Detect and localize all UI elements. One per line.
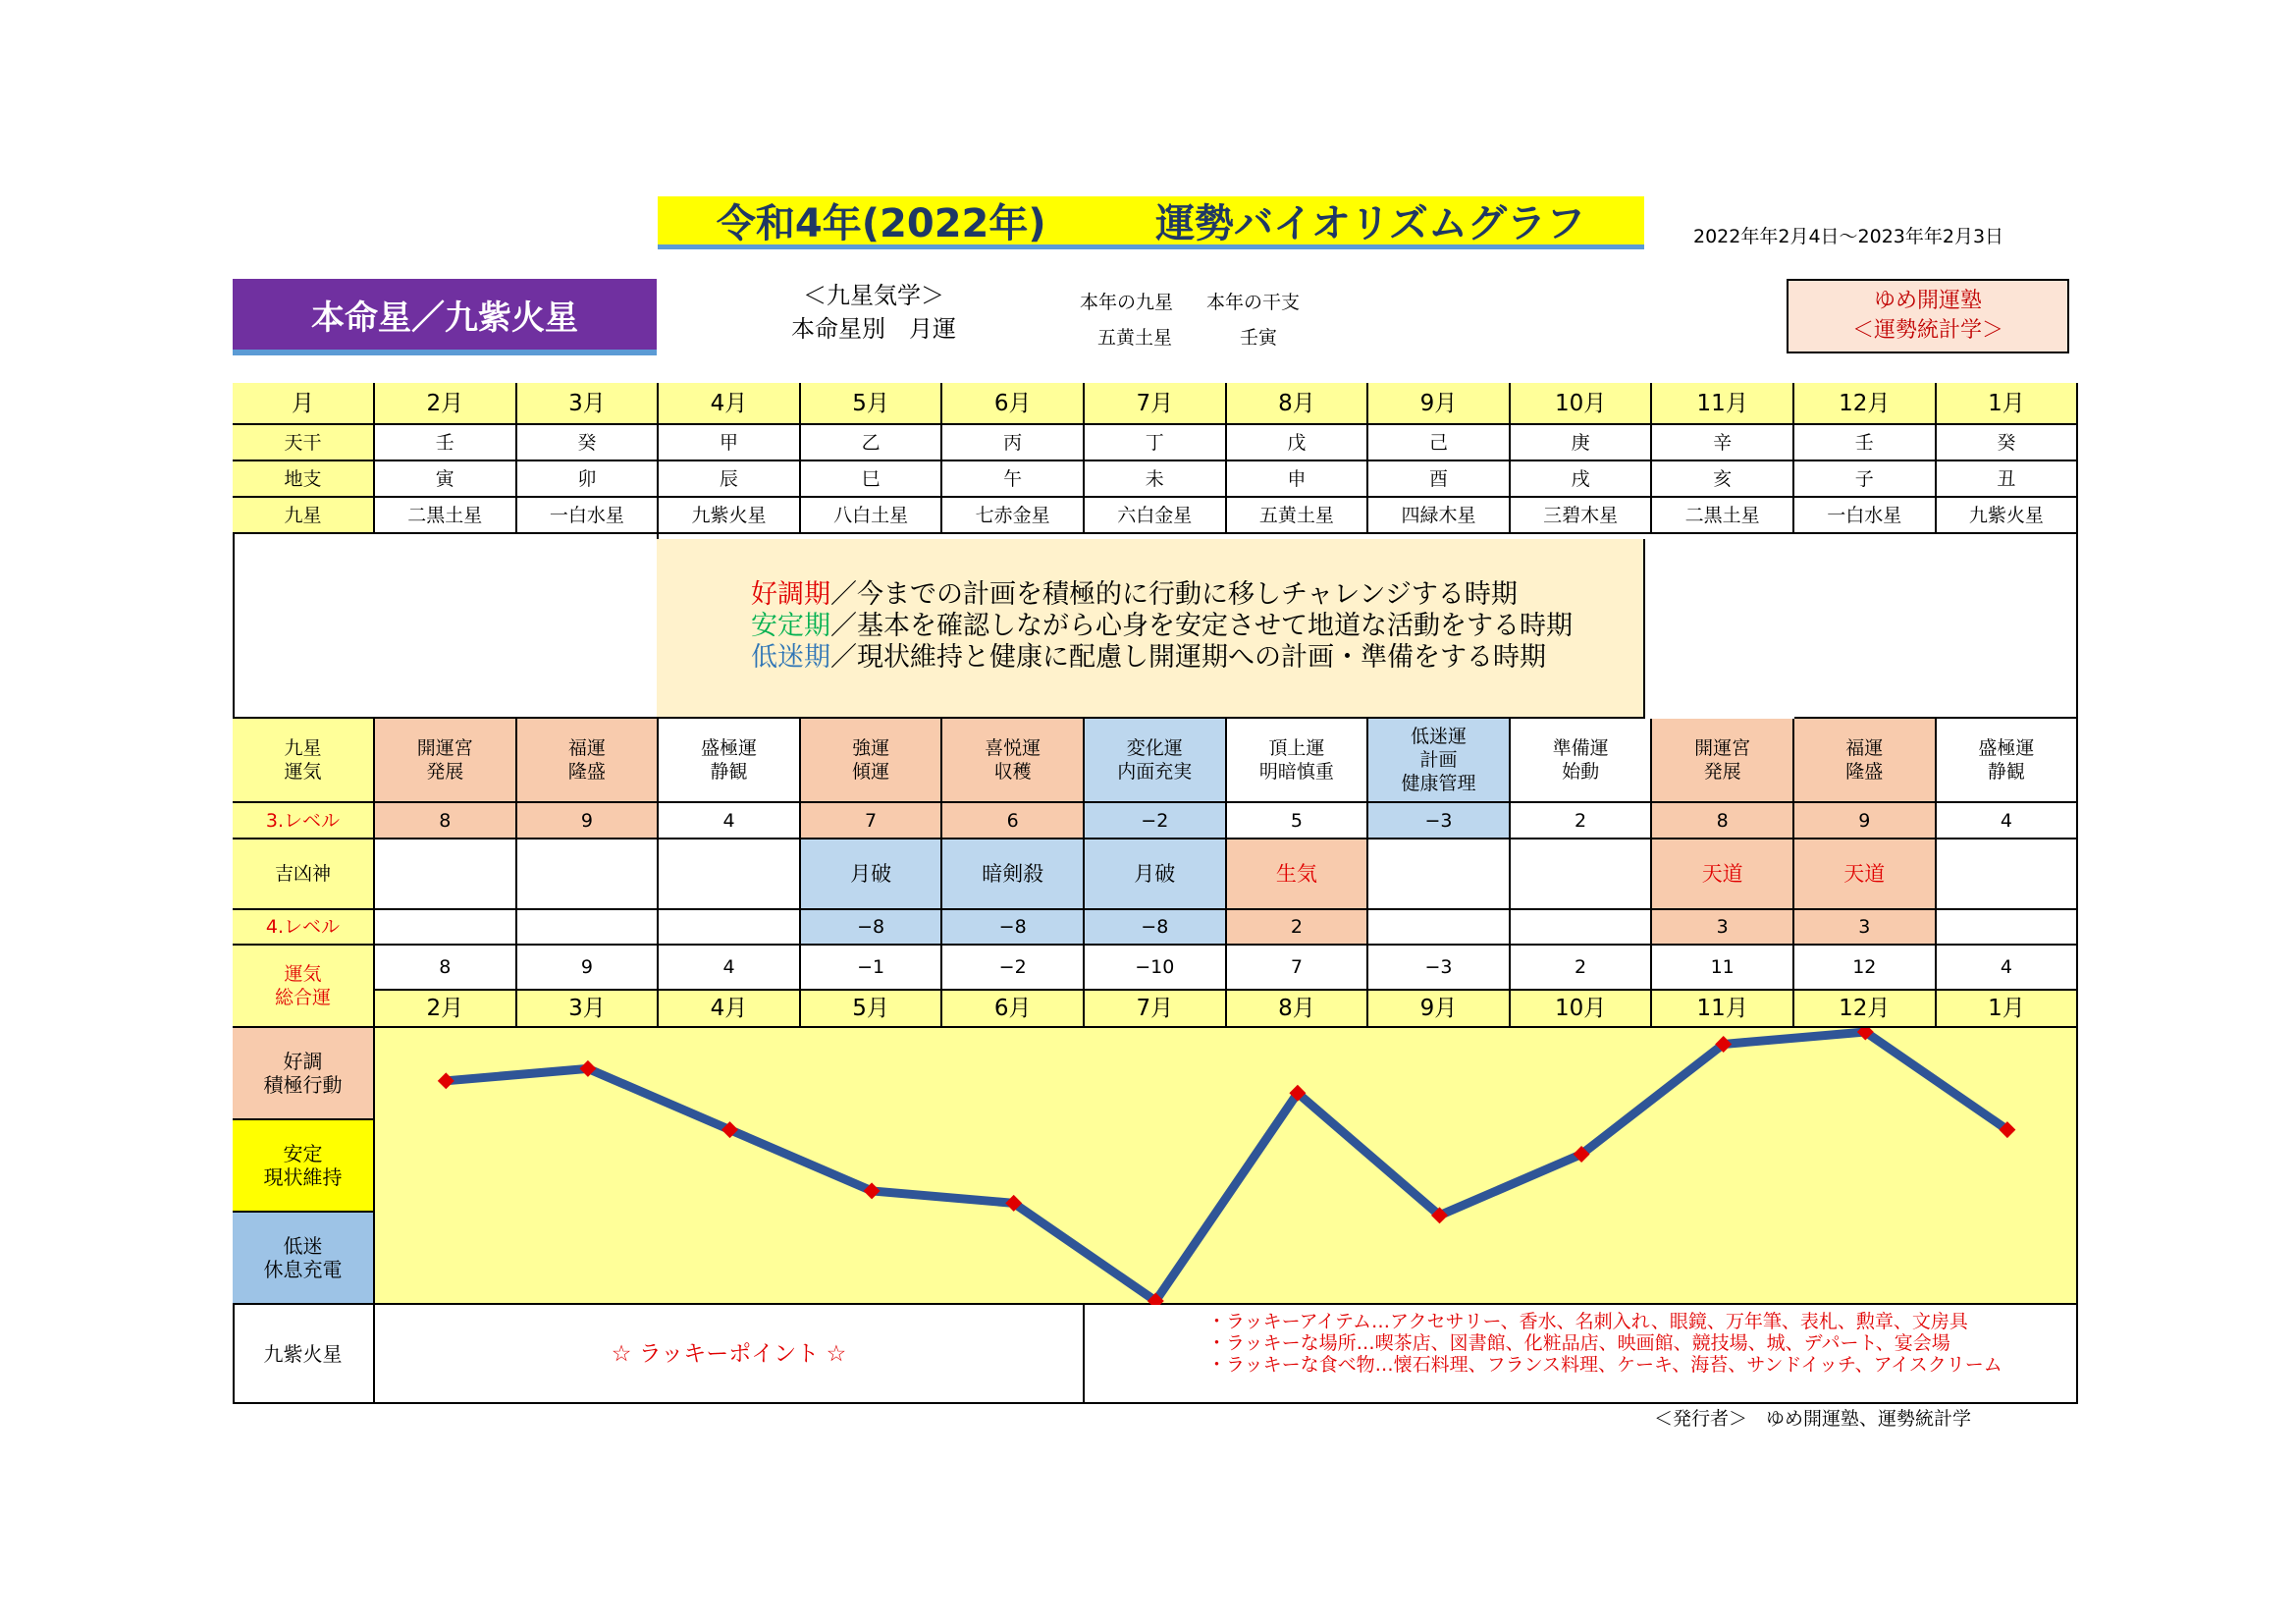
school-name: ゆめ開運塾 <box>1873 289 1982 313</box>
tenkan-cell: 丙 <box>942 425 1085 461</box>
kikkyo-cell <box>1511 839 1653 910</box>
legend-low-term: 低迷期 <box>751 642 830 673</box>
tenkan-cell: 辛 <box>1652 425 1794 461</box>
unki-cell: 盛極運 静観 <box>659 719 801 803</box>
month-footer: 10月 <box>1511 991 1653 1028</box>
level3-cell: 2 <box>1511 803 1653 839</box>
unki-cell: 変化運 内面充実 <box>1085 719 1227 803</box>
year-eto: 壬寅 <box>1239 327 1277 349</box>
kyusei-cell: 六白金星 <box>1085 498 1227 534</box>
kikkyo-cell: 生気 <box>1227 839 1369 910</box>
row-label-kyusei: 九星 <box>233 498 375 534</box>
unki-cell: 強運 傾運 <box>801 719 943 803</box>
line-chart <box>375 1028 2078 1305</box>
month-header: 12月 <box>1794 383 1937 425</box>
tenkan-cell: 壬 <box>375 425 517 461</box>
year-info <box>1080 285 1300 355</box>
blank-right <box>1794 534 2078 719</box>
kikkyo-cell: 月破 <box>801 839 943 910</box>
level3-cell: 4 <box>659 803 801 839</box>
level3-cell: 9 <box>517 803 660 839</box>
period-range: 2022年年2月4日～2023年年2月3日 <box>1693 226 2004 247</box>
level4-cell <box>1937 910 2079 946</box>
tenkan-cell: 癸 <box>1937 425 2079 461</box>
fortune-table <box>233 383 2069 1404</box>
chishi-cell: 卯 <box>517 461 660 498</box>
level3-cell: 8 <box>375 803 517 839</box>
row-label-kikkyo: 吉凶神 <box>233 839 375 910</box>
level3-cell: −2 <box>1085 803 1227 839</box>
lucky-star-label: 九紫火星 <box>233 1305 375 1404</box>
chishi-cell: 寅 <box>375 461 517 498</box>
legend-stable <box>751 611 1643 642</box>
tenkan-cell: 庚 <box>1511 425 1653 461</box>
tenkan-cell: 乙 <box>801 425 943 461</box>
tenkan-cell: 壬 <box>1794 425 1937 461</box>
level4-cell <box>375 910 517 946</box>
series-line <box>446 1032 2007 1301</box>
total-cell: −10 <box>1085 946 1227 991</box>
lucky-list <box>1207 1311 2002 1376</box>
data-point-2月 <box>438 1072 454 1089</box>
unki-cell: 頂上運 明暗慎重 <box>1227 719 1369 803</box>
month-footer: 3月 <box>517 991 660 1028</box>
total-cell: 2 <box>1511 946 1653 991</box>
kigaku-line1: ＜九星気学＞ <box>803 282 944 309</box>
tenkan-cell: 癸 <box>517 425 660 461</box>
tenkan-cell: 甲 <box>659 425 801 461</box>
lucky-title: ☆ ラッキーポイント ☆ <box>375 1305 1085 1404</box>
chishi-cell: 丑 <box>1937 461 2079 498</box>
kikkyo-cell: 天道 <box>1794 839 1937 910</box>
month-header: 8月 <box>1227 383 1369 425</box>
month-footer: 12月 <box>1794 991 1937 1028</box>
band-good-label: 好調 積極行動 <box>233 1028 375 1120</box>
total-cell: 12 <box>1794 946 1937 991</box>
kyusei-cell: 四緑木星 <box>1368 498 1511 534</box>
kyusei-cell: 九紫火星 <box>1937 498 2079 534</box>
total-cell: 9 <box>517 946 660 991</box>
level4-cell: 2 <box>1227 910 1369 946</box>
kyusei-cell: 九紫火星 <box>659 498 801 534</box>
chishi-cell: 巳 <box>801 461 943 498</box>
lucky-item: ・ラッキーアイテム…アクセサリー、香水、名刺入れ、眼鏡、万年筆、表札、勲章、文房具 <box>1207 1311 1968 1332</box>
level3-cell: −3 <box>1368 803 1511 839</box>
kyusei-cell: 一白水星 <box>1794 498 1937 534</box>
month-footer: 9月 <box>1368 991 1511 1028</box>
tenkan-cell: 丁 <box>1085 425 1227 461</box>
chishi-cell: 辰 <box>659 461 801 498</box>
month-header: 5月 <box>801 383 943 425</box>
chishi-cell: 未 <box>1085 461 1227 498</box>
month-header: 4月 <box>659 383 801 425</box>
school-box <box>1787 279 2069 353</box>
month-footer: 4月 <box>659 991 801 1028</box>
month-header: 11月 <box>1652 383 1794 425</box>
total-cell: −2 <box>942 946 1085 991</box>
total-cell: 8 <box>375 946 517 991</box>
level3-cell: 4 <box>1937 803 2079 839</box>
kyusei-cell: 七赤金星 <box>942 498 1085 534</box>
chishi-cell: 亥 <box>1652 461 1794 498</box>
legend-low <box>751 642 1643 674</box>
month-header: 6月 <box>942 383 1085 425</box>
kyusei-cell: 五黄土星 <box>1227 498 1369 534</box>
level3-cell: 6 <box>942 803 1085 839</box>
legend-stable-text: ／基本を確認しながら心身を安定させて地道な活動をする時期 <box>830 611 1573 641</box>
unki-cell: 盛極運 静観 <box>1937 719 2079 803</box>
month-footer: 5月 <box>801 991 943 1028</box>
year-star: 五黄土星 <box>1096 327 1172 349</box>
level3-cell: 5 <box>1227 803 1369 839</box>
unki-cell: 開運宮 発展 <box>1652 719 1794 803</box>
level3-cell: 7 <box>801 803 943 839</box>
tenkan-cell: 戊 <box>1227 425 1369 461</box>
level4-cell <box>1511 910 1653 946</box>
blank-left <box>233 534 659 719</box>
month-footer: 8月 <box>1227 991 1369 1028</box>
month-footer: 1月 <box>1937 991 2079 1028</box>
row-label-unki: 九星 運気 <box>233 719 375 803</box>
level4-cell <box>1368 910 1511 946</box>
total-cell: 7 <box>1227 946 1369 991</box>
level4-cell: −8 <box>801 910 943 946</box>
kikkyo-cell <box>1368 839 1511 910</box>
title-main: 運勢バイオリズムグラフ <box>1155 201 1586 246</box>
row-label-tenkan: 天干 <box>233 425 375 461</box>
legend-box <box>657 539 1645 719</box>
row-label-level3: 3.レベル <box>233 803 375 839</box>
kyusei-cell: 三碧木星 <box>1511 498 1653 534</box>
month-header: 9月 <box>1368 383 1511 425</box>
month-header: 2月 <box>375 383 517 425</box>
row-label-level4: 4.レベル <box>233 910 375 946</box>
chishi-cell: 子 <box>1794 461 1937 498</box>
plot-area <box>375 1028 2078 1305</box>
title-year: 令和4年(2022年) <box>716 201 1046 246</box>
main-star-label: 本命星／九紫火星 <box>233 279 657 355</box>
legend-good-text: ／今までの計画を積極的に行動に移しチャレンジする時期 <box>830 579 1518 610</box>
total-cell: 11 <box>1652 946 1794 991</box>
month-footer: 6月 <box>942 991 1085 1028</box>
total-cell: −3 <box>1368 946 1511 991</box>
month-header: 10月 <box>1511 383 1653 425</box>
total-cell: 4 <box>659 946 801 991</box>
month-header: 3月 <box>517 383 660 425</box>
month-header: 7月 <box>1085 383 1227 425</box>
level3-cell: 9 <box>1794 803 1937 839</box>
level4-cell: −8 <box>942 910 1085 946</box>
school-subtitle: ＜運勢統計学＞ <box>1851 318 2003 343</box>
publisher: ＜発行者＞ ゆめ開運塾、運勢統計学 <box>1654 1408 1972 1430</box>
kikkyo-cell <box>1937 839 2079 910</box>
legend-good-term: 好調期 <box>751 579 830 610</box>
kyusei-cell: 二黒土星 <box>1652 498 1794 534</box>
kikkyo-cell <box>375 839 517 910</box>
row-label-chishi: 地支 <box>233 461 375 498</box>
row-label-month: 月 <box>233 383 375 425</box>
row-label-total: 運気 総合運 <box>233 946 375 1028</box>
tenkan-cell: 己 <box>1368 425 1511 461</box>
unki-cell: 喜悦運 収穫 <box>942 719 1085 803</box>
month-footer: 11月 <box>1652 991 1794 1028</box>
unki-cell: 福運 隆盛 <box>517 719 660 803</box>
level3-cell: 8 <box>1652 803 1794 839</box>
kigaku-heading <box>746 279 1001 346</box>
kyusei-cell: 一白水星 <box>517 498 660 534</box>
legend-low-text: ／現状維持と健康に配慮し開運期への計画・準備をする時期 <box>830 642 1546 673</box>
kyusei-cell: 二黒土星 <box>375 498 517 534</box>
unki-cell: 低迷運 計画 健康管理 <box>1368 719 1511 803</box>
chishi-cell: 酉 <box>1368 461 1511 498</box>
level4-cell: 3 <box>1794 910 1937 946</box>
month-footer: 7月 <box>1085 991 1227 1028</box>
kikkyo-cell <box>517 839 660 910</box>
level4-cell <box>517 910 660 946</box>
total-cell: −1 <box>801 946 943 991</box>
chishi-cell: 午 <box>942 461 1085 498</box>
month-header: 1月 <box>1937 383 2079 425</box>
kikkyo-cell: 月破 <box>1085 839 1227 910</box>
kigaku-line2: 本命星別 月運 <box>791 315 956 343</box>
band-stable-label: 安定 現状維持 <box>233 1120 375 1213</box>
year-eto-label: 本年の干支 <box>1206 292 1301 313</box>
month-footer: 2月 <box>375 991 517 1028</box>
level4-cell: −8 <box>1085 910 1227 946</box>
year-star-label: 本年の九星 <box>1080 292 1174 313</box>
kikkyo-cell: 天道 <box>1652 839 1794 910</box>
chishi-cell: 戌 <box>1511 461 1653 498</box>
kikkyo-cell: 暗剣殺 <box>942 839 1085 910</box>
unki-cell: 福運 隆盛 <box>1794 719 1937 803</box>
lucky-item: ・ラッキーな食べ物…懐石料理、フランス料理、ケーキ、海苔、サンドイッチ、アイスクリーム <box>1207 1354 2002 1376</box>
total-cell: 4 <box>1937 946 2079 991</box>
band-low-label: 低迷 休息充電 <box>233 1213 375 1305</box>
level4-cell: 3 <box>1652 910 1794 946</box>
legend-good <box>751 579 1643 611</box>
kyusei-cell: 八白土星 <box>801 498 943 534</box>
chishi-cell: 申 <box>1227 461 1369 498</box>
unki-cell: 準備運 始動 <box>1511 719 1653 803</box>
chart-title <box>658 196 1644 249</box>
kikkyo-cell <box>659 839 801 910</box>
legend-stable-term: 安定期 <box>751 611 830 641</box>
unki-cell: 開運宮 発展 <box>375 719 517 803</box>
level4-cell <box>659 910 801 946</box>
lucky-item: ・ラッキーな場所…喫茶店、図書館、化粧品店、映画館、競技場、城、デパート、宴会場 <box>1207 1332 1950 1354</box>
